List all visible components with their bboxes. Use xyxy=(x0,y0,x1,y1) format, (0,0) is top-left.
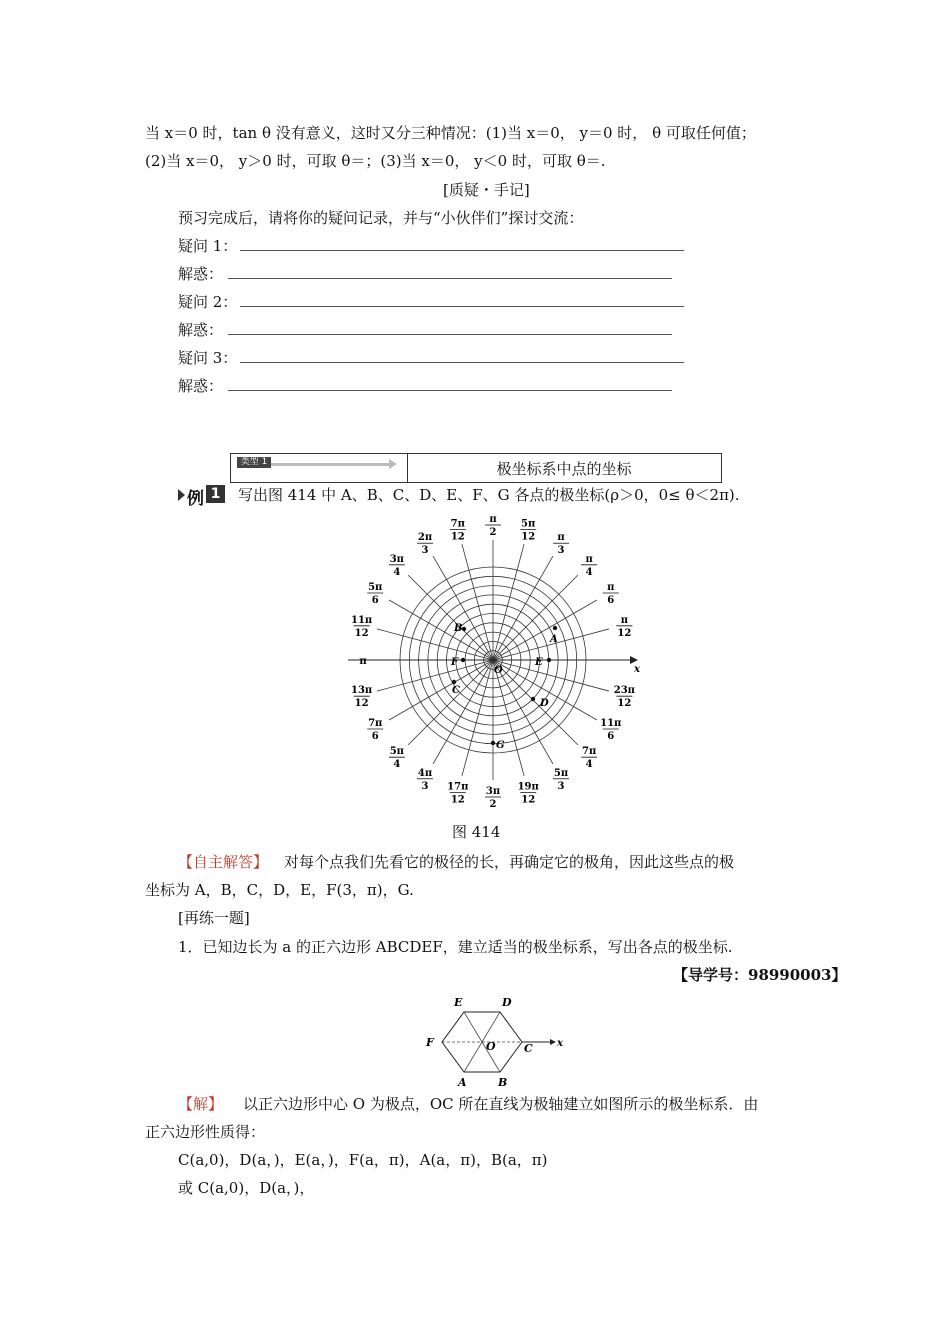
angle-label xyxy=(600,718,621,742)
hex-label-f: F xyxy=(426,1036,434,1049)
type-tag xyxy=(231,454,408,482)
svg-text:π: π xyxy=(489,514,497,525)
answer-1-blank[interactable] xyxy=(228,278,672,279)
answer-3-label: 解惑： xyxy=(178,377,224,395)
angle-label xyxy=(389,746,405,770)
notes-instruction: 预习完成后，请将你的疑问记录，并与“小伙伴们”探讨交流： xyxy=(178,209,584,227)
svg-text:2π: 2π xyxy=(417,532,433,544)
svg-text:6: 6 xyxy=(607,731,615,742)
svg-text:11π: 11π xyxy=(351,614,373,626)
svg-text:13π: 13π xyxy=(351,685,373,697)
hex-x-label: x xyxy=(557,1038,563,1049)
origin-label: O xyxy=(494,665,503,676)
point-f xyxy=(461,658,465,662)
point-label-b: B xyxy=(454,623,463,634)
solution-label: 【解】 xyxy=(178,1095,224,1113)
svg-text:6: 6 xyxy=(607,595,615,606)
angle-label xyxy=(616,615,632,639)
hex-label-a: A xyxy=(458,1076,467,1089)
svg-text:π: π xyxy=(359,656,367,667)
angle-label xyxy=(450,519,466,543)
polar-ray xyxy=(377,629,493,660)
type-tag-label: 类型 1 xyxy=(237,457,271,468)
hex-label-b: B xyxy=(498,1076,508,1089)
svg-text:π: π xyxy=(557,532,565,544)
point-e xyxy=(547,658,551,662)
figure-caption: 图 414 xyxy=(452,823,501,841)
question-1-blank[interactable] xyxy=(240,250,684,251)
polar-ray xyxy=(462,660,493,776)
svg-text:4: 4 xyxy=(393,759,401,771)
svg-text:3: 3 xyxy=(557,545,565,557)
angle-label xyxy=(581,554,597,578)
angle-label xyxy=(614,685,635,709)
example-text: 写出图 414 中 A、B、C、D、E、F、G 各点的极坐标(ρ＞0，0≤ θ＜2π). xyxy=(238,486,740,504)
type-section-box xyxy=(230,453,722,483)
hexagon-diagonals xyxy=(442,1012,522,1072)
svg-text:5π: 5π xyxy=(553,767,569,779)
point-g xyxy=(491,741,495,745)
type-tag-bar xyxy=(271,463,391,466)
svg-text:4π: 4π xyxy=(417,767,433,779)
answer-2-blank[interactable] xyxy=(228,334,672,335)
angle-label xyxy=(351,615,372,639)
svg-text:5π: 5π xyxy=(521,518,536,530)
axis-arrow-icon xyxy=(630,656,638,664)
point-b xyxy=(462,627,466,631)
angle-label xyxy=(359,656,366,667)
point-label-a: A xyxy=(550,634,558,645)
answer-2-label: 解惑： xyxy=(178,321,224,339)
svg-text:2: 2 xyxy=(489,527,497,538)
hex-label-e: E xyxy=(454,996,463,1009)
svg-text:3: 3 xyxy=(421,780,429,792)
point-label-e: E xyxy=(535,657,543,668)
angle-label xyxy=(389,554,405,578)
svg-text:12: 12 xyxy=(354,627,369,639)
angle-label xyxy=(518,781,539,805)
svg-text:5π: 5π xyxy=(389,746,404,758)
angle-label xyxy=(351,685,372,709)
point-label-g: G xyxy=(496,740,505,751)
polar-ray xyxy=(462,544,493,660)
intro-line-1: 当 x＝0 时，tan θ 没有意义，这时又分三种情况：(1)当 x＝0， y＝0 时， θ 可取任何值； xyxy=(145,124,756,142)
svg-text:11π: 11π xyxy=(600,718,622,729)
point-d xyxy=(531,697,535,701)
svg-text:3: 3 xyxy=(557,780,565,792)
triangle-icon xyxy=(178,489,185,501)
angle-label xyxy=(603,582,619,606)
point-a xyxy=(553,626,557,630)
svg-text:3: 3 xyxy=(421,545,429,557)
polar-ray xyxy=(493,544,524,660)
svg-text:π: π xyxy=(607,582,615,593)
notes-heading: [质疑・手记] xyxy=(443,181,530,199)
answer-1-label: 解惑： xyxy=(178,265,224,283)
hex-label-d: D xyxy=(502,996,512,1009)
example-label: 例 xyxy=(187,489,204,509)
practice-problem: 1．已知边长为 a 的正六边形 ABCDEF，建立适当的极坐标系，写出各点的极坐标. xyxy=(178,938,733,956)
svg-text:5π: 5π xyxy=(368,582,383,593)
axis-x-label: x xyxy=(634,664,640,675)
angle-label xyxy=(553,532,569,556)
point-c xyxy=(452,680,456,684)
svg-text:6: 6 xyxy=(371,595,379,606)
svg-text:6: 6 xyxy=(371,731,379,742)
solution-line-4: 或 C(a,0)，D(a，)， xyxy=(178,1179,315,1197)
svg-text:π: π xyxy=(620,614,629,626)
angle-label xyxy=(367,718,383,742)
hex-label-c: C xyxy=(524,1042,533,1055)
angle-label xyxy=(485,514,501,538)
solution-line-1-wrap xyxy=(178,1094,758,1114)
arrow-right-icon xyxy=(389,459,397,469)
svg-text:4: 4 xyxy=(393,566,401,578)
solution-line-1: 以正六边形中心 O 为极点，OC 所在直线为极轴建立如图所示的极坐标系．由 xyxy=(243,1095,759,1113)
answer-label: 【自主解答】 xyxy=(178,853,269,871)
polar-ray xyxy=(493,660,609,691)
practice-heading: [再练一题] xyxy=(178,909,250,927)
svg-text:π: π xyxy=(585,553,593,565)
angle-label xyxy=(553,768,569,792)
svg-text:7π: 7π xyxy=(582,746,597,758)
svg-text:12: 12 xyxy=(617,627,632,639)
svg-text:12: 12 xyxy=(521,531,536,543)
svg-text:23π: 23π xyxy=(613,685,635,697)
answer-line-2: 坐标为 A，B，C，D，E，F(3，π)，G. xyxy=(145,881,414,899)
question-3-label: 疑问 3： xyxy=(178,349,238,367)
svg-text:2: 2 xyxy=(489,799,497,810)
svg-text:4: 4 xyxy=(585,759,593,771)
angle-label xyxy=(485,786,501,810)
point-label-c: C xyxy=(452,685,460,696)
question-2-blank[interactable] xyxy=(240,306,684,307)
svg-text:4: 4 xyxy=(585,566,593,578)
hex-label-o: O xyxy=(486,1040,496,1053)
svg-text:7π: 7π xyxy=(368,718,383,729)
polar-ray xyxy=(493,660,524,776)
svg-text:19π: 19π xyxy=(517,781,539,793)
angle-label xyxy=(417,532,433,556)
svg-text:12: 12 xyxy=(521,794,536,806)
point-label-f: F xyxy=(451,657,459,668)
angle-label xyxy=(447,781,468,805)
svg-text:12: 12 xyxy=(450,794,465,806)
polar-ray xyxy=(377,660,493,691)
guide-number: 【导学号：98990003】 xyxy=(673,966,847,984)
answer-line-1: 对每个点我们先看它的极径的长，再确定它的极角，因此这些点的极 xyxy=(284,853,735,871)
angle-label xyxy=(417,768,433,792)
answer-line-1-wrap xyxy=(178,852,734,872)
hexagon-figure xyxy=(420,990,570,1090)
intro-line-2: (2)当 x＝0， y＞0 时，可取 θ＝；(3)当 x＝0， y＜0 时，可取 θ＝. xyxy=(145,152,606,170)
question-3-blank[interactable] xyxy=(240,362,684,363)
answer-3-blank[interactable] xyxy=(228,390,672,391)
type-section-title: 极坐标系中点的坐标 xyxy=(496,460,632,478)
polar-grid-figure xyxy=(330,510,650,815)
question-1-label: 疑问 1： xyxy=(178,237,238,255)
svg-text:12: 12 xyxy=(450,531,465,543)
point-label-d: D xyxy=(540,698,549,709)
angle-label xyxy=(520,519,536,543)
solution-line-2: 正六边形性质得： xyxy=(145,1123,266,1141)
example-number: 1 xyxy=(206,485,225,503)
solution-line-3: C(a,0)，D(a，)，E(a，)，F(a，π)，A(a，π)，B(a，π) xyxy=(178,1151,548,1169)
svg-text:12: 12 xyxy=(354,698,369,710)
angle-label xyxy=(367,582,383,606)
svg-text:17π: 17π xyxy=(447,781,469,793)
question-2-label: 疑问 2： xyxy=(178,293,238,311)
svg-text:12: 12 xyxy=(617,698,632,710)
hex-axis-arrow-icon xyxy=(550,1039,556,1045)
svg-text:3π: 3π xyxy=(389,553,404,565)
angle-label xyxy=(581,746,597,770)
svg-text:7π: 7π xyxy=(450,518,465,530)
svg-text:3π: 3π xyxy=(485,786,501,797)
